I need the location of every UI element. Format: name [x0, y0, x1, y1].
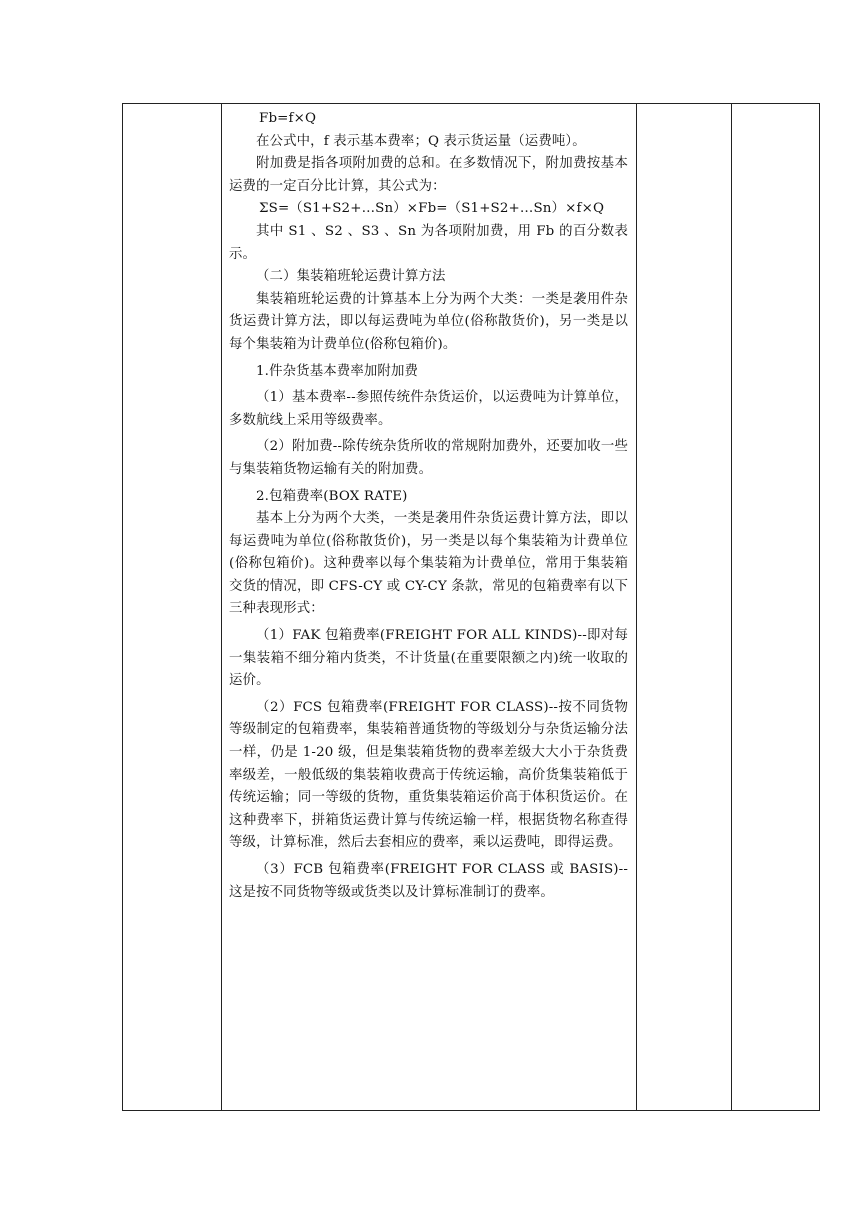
formula-surcharge: ΣS=（S1+S2+…Sn）×Fb=（S1+S2+…Sn）×f×Q: [259, 201, 605, 217]
content-cell: [222, 104, 637, 1111]
subheading: 2.包箱费率(BOX RATE): [256, 488, 408, 504]
paragraph: （1）基本费率--参照传统件杂货运价，以运费吨为计算单位，多数航线上采用等级费率。: [229, 390, 628, 428]
section-heading: （二）集装箱班轮运费计算方法: [256, 269, 446, 285]
paragraph: 在公式中，f 表示基本费率；Q 表示货运量（运费吨）。: [256, 133, 586, 149]
content-text-block: [222, 104, 636, 904]
paragraph: 基本上分为两个大类，一类是袭用件杂货运费计算方法，即以每运费吨为单位(俗称散货价)，另一类是以每个集装箱为计费单位(俗称包箱价)。这种费率以每个集装箱为计费单位，常用于集装箱交货的情况，即 CFS-CY 或 CY-CY 条款，常见的包箱费率有以下三种表现形式：: [229, 511, 628, 617]
paragraph: 其中 S1 、S2 、S3 、Sn 为各项附加费，用 Fb 的百分数表示。: [229, 223, 628, 262]
paragraph: （3）FCB 包箱费率(FREIGHT FOR CLASS 或 BASIS)--这是按不同货物等级或货类以及计算标准制订的费率。: [229, 862, 628, 900]
right-empty-cell-2: [732, 104, 820, 1111]
paragraph: （1）FAK 包箱费率(FREIGHT FOR ALL KINDS)--即对每一集装箱不细分箱内货类，不计货量(在重要限额之内)统一收取的运价。: [229, 628, 628, 689]
right-empty-cell-1: [637, 104, 732, 1111]
left-empty-cell: [123, 104, 222, 1111]
subheading: 1.件杂货基本费率加附加费: [256, 363, 419, 379]
paragraph: （2）附加费--除传统杂货所收的常规附加费外，还要加收一些与集装箱货物运输有关的附加费。: [229, 439, 628, 477]
paragraph: 集装箱班轮运费的计算基本上分为两个大类：一类是袭用件杂货运费计算方法，即以每运费吨为单位(俗称散货价)，另一类是以每个集装箱为计费单位(俗称包箱价)。: [229, 291, 628, 352]
table-row: [123, 104, 820, 1111]
paragraph: （2）FCS 包箱费率(FREIGHT FOR CLASS)--按不同货物等级制定的包箱费率，集装箱普通货物的等级划分与杂货运输分法一样，仍是 1-20 级，但是集装箱货物的费率差级大大小于杂货费率级差，一般低级的集装箱收费高于传统运输，高价货集装箱低于传统运输；同一等级的货物，重货集装箱运价高于体积货运价。在这种费率下，拼箱货运费计算与传统运输一样，根据货物名称查得等级，计算标准，然后去套相应的费率，乘以运费吨，即得运费。: [229, 699, 628, 851]
paragraph: 附加费是指各项附加费的总和。在多数情况下，附加费按基本运费的一定百分比计算，其公式为：: [229, 156, 628, 194]
lesson-plan-table: [122, 103, 820, 1111]
formula-basic-freight: Fb=f×Q: [259, 111, 317, 126]
